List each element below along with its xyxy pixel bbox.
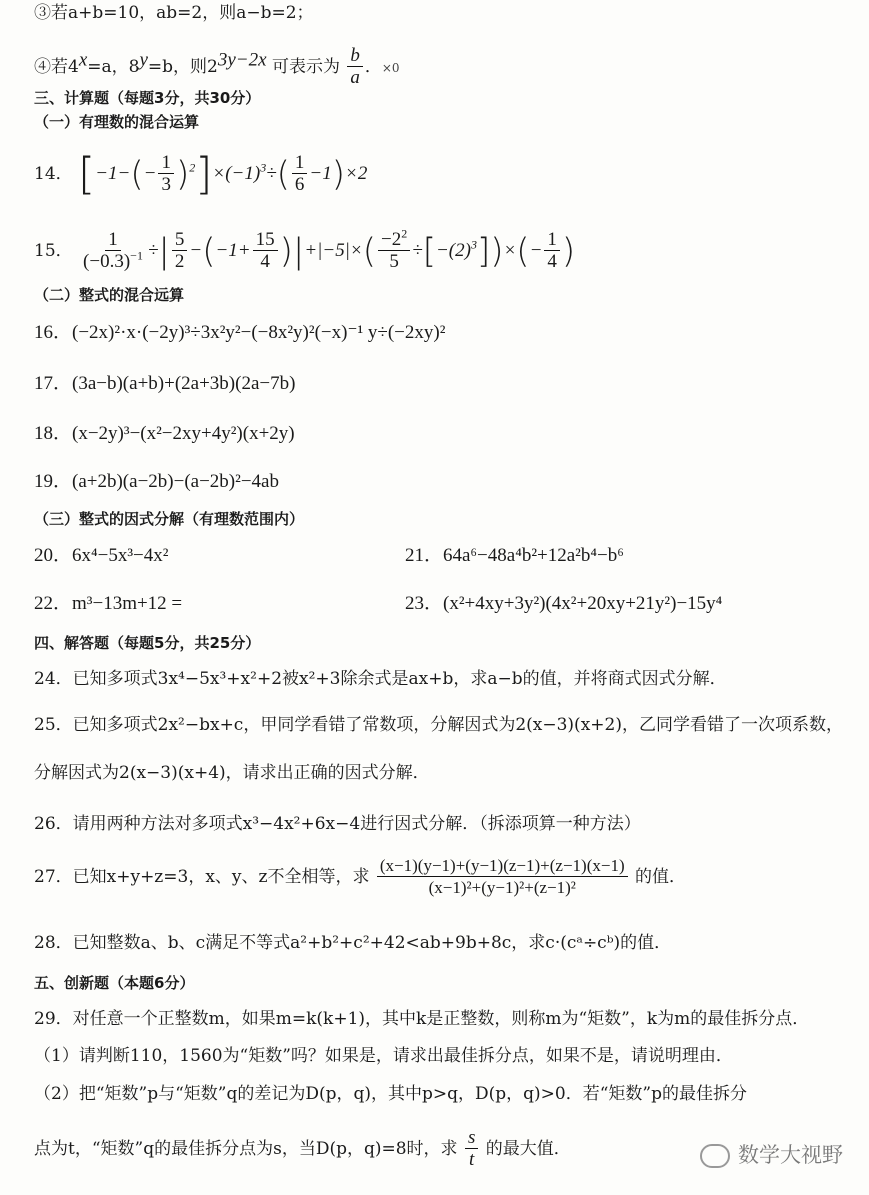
problem-23: 23．(x²+4xy+3y²)(4x²+20xy+21y²)−15y⁴ xyxy=(405,593,723,614)
problem-20: 20．6x⁴−5x³−4x² xyxy=(34,545,169,566)
statement-4: ④若$4^x=a$，$8^y=b$，则$2^{3y-2x}$ 可表示为 $\frac{b}{a}$ ．×0 xyxy=(34,45,400,88)
problem-27-fraction: $\frac{(x-1)(y-1)+(y-1)(z-1)+(z-1)(x-1)}{\text{(x−1)²+(y−1)²+(z−1)²}}$ xyxy=(377,856,628,899)
problem-21: 21．64a⁶−48a⁴b²+12a²b⁴−b⁶ xyxy=(405,545,624,566)
problem-24: 24．已知多项式3x⁴−5x³+x²+2被x²+3除余式是ax+b，求a−b的值，并将商式因式分解． xyxy=(34,669,727,689)
subsection-3-heading: （三）整式的因式分解（有理数范围内） xyxy=(34,510,305,528)
problem-15: 15． $\frac{1}{(-0.3)^{-1}}$ ÷| $\frac{5}{2}$ −(−1+ $\frac{15}{4}$ )|+|−5|×( $\frac{-2^2}{5}$ $\div[-(2)^3])\times(-$ $\frac{1}{4}$ ) xyxy=(34,226,576,272)
problem-25-line2: 分解因式为2(x−3)(x+4)，请求出正确的因式分解． xyxy=(34,763,430,783)
problem-29-part2-cont: 点为t，“矩数”q的最佳拆分点为s，当D(p，q)=8时，求 $\frac{s}{t}$ 的最大值． xyxy=(34,1127,571,1170)
wechat-logo-icon xyxy=(700,1144,730,1168)
problem-22: 22．m³−13m+12 = xyxy=(34,593,183,614)
problem-18: 18．(x−2y)³−(x²−2xy+4y²)(x+2y) xyxy=(34,423,295,444)
problem-26: 26．请用两种方法对多项式x³−4x²+6x−4进行因式分解．（拆添项算一种方法） xyxy=(34,814,641,834)
problem-27: 27．已知x+y+z=3，x、y、z不全相等，求 $\frac{(x-1)(y-1)+(y-1)(z-1)+(z-1)(x-1)}{\text{(x−1)²+(y−1)²+(z−1)²}}$ 的值． xyxy=(34,856,687,897)
section-5-heading: 五、创新题（本题6分） xyxy=(34,974,195,992)
handwritten-mark: ×0 xyxy=(381,61,400,75)
watermark: 数学大视野 xyxy=(700,1139,843,1169)
problem-14: 14． [−1−(− $\frac{1}{3}$ )$^2]\times(-1)^3\div$( $\frac{1}{6}$ −1)×2 xyxy=(34,148,368,200)
section-3-heading: 三、计算题（每题3分，共30分） xyxy=(34,89,261,107)
problem-29-part2: （2）把“矩数”p与“矩数”q的差记为D(p，q)，其中p>q，D(p，q)>0．若“矩数”p的最佳拆分 xyxy=(34,1084,747,1104)
problem-16: 16．(−2x)²·x·(−2y)³÷3x²y²−(−8x²y)²(−x)⁻¹ y÷(−2xy)² xyxy=(34,322,446,343)
problem-17: 17．(3a−b)(a+b)+(2a+3b)(2a−7b) xyxy=(34,373,296,394)
statement-3: ③若a+b=10，ab=2，则a−b=2； xyxy=(34,3,314,23)
problem-29-part1: （1）请判断110，1560为“矩数”吗？如果是，请求出最佳拆分点，如果不是，请说明理由． xyxy=(34,1046,733,1066)
fraction-s-over-t: $\frac{s}{t}$ xyxy=(465,1128,478,1171)
subsection-1-heading: （一）有理数的混合运算 xyxy=(34,113,200,131)
problem-19: 19．(a+2b)(a−2b)−(a−2b)²−4ab xyxy=(34,471,279,492)
problem-29: 29．对任意一个正整数m，如果m=k(k+1)，其中k是正整数，则称m为“矩数”，k为m的最佳拆分点． xyxy=(34,1009,810,1029)
fraction-b-over-a: $\frac{b}{a}$ xyxy=(347,46,363,89)
problem-28: 28．已知整数a、b、c满足不等式a²+b²+c²+42<ab+9b+8c，求c·(cᵃ÷cᵇ)的值． xyxy=(34,933,672,953)
subsection-2-heading: （二）整式的混合远算 xyxy=(34,286,185,304)
section-4-heading: 四、解答题（每题5分，共25分） xyxy=(34,634,261,652)
problem-25-line1: 25．已知多项式2x²−bx+c，甲同学看错了常数项，分解因式为2(x−3)(x+2)，乙同学看错了一次项系数， xyxy=(34,715,843,735)
